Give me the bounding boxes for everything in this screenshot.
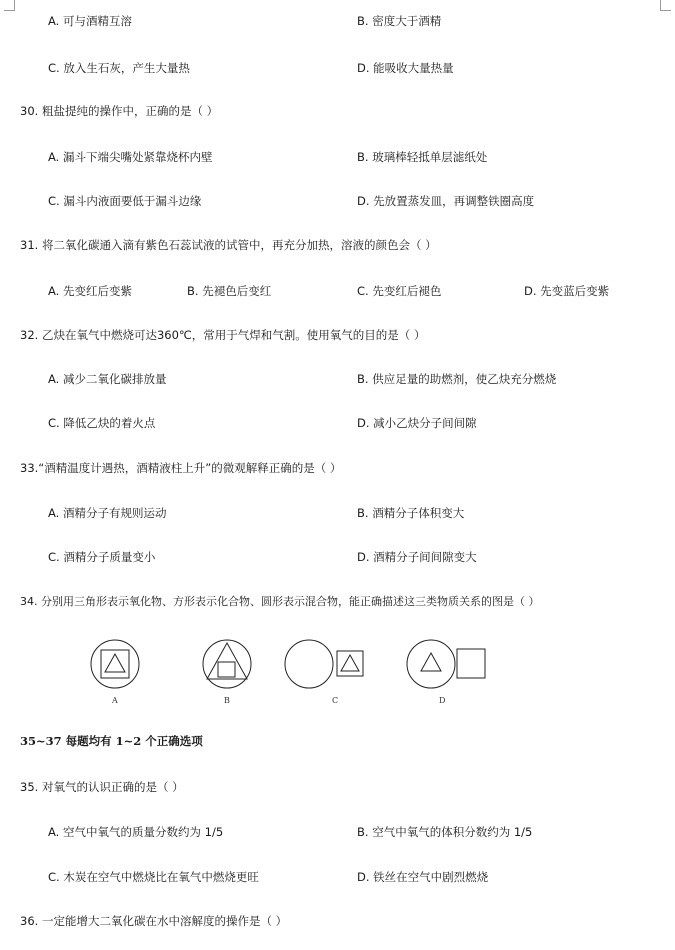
q35-stem: 35. 对氧气的认识正确的是（ ） <box>20 780 184 794</box>
q36-stem: 36. 一定能增大二氧化碳在水中溶解度的操作是（ ） <box>20 914 288 928</box>
q29-option-d: D. 能吸收大量热量 <box>357 61 454 75</box>
q30-option-b: B. 玻璃棒轻抵单层滤纸处 <box>357 150 488 164</box>
figure-b-circle <box>203 640 251 688</box>
q31-option-c: C. 先变红后褪色 <box>357 284 442 298</box>
figure-b-square <box>218 662 235 677</box>
q34-figures <box>85 636 505 708</box>
q32-option-b: B. 供应足量的助燃剂，使乙炔充分燃烧 <box>357 372 557 386</box>
q33-option-d: D. 酒精分子间间隙变大 <box>357 550 477 564</box>
q29-option-c: C. 放入生石灰，产生大量热 <box>48 61 190 75</box>
q33-option-a: A. 酒精分子有规则运动 <box>48 506 167 520</box>
q33-option-b: B. 酒精分子体积变大 <box>357 506 465 520</box>
q34-stem: 34. 分别用三角形表示氧化物、方形表示化合物、圆形表示混合物，能正确描述这三类物质关系的图是（ ） <box>20 595 540 608</box>
q31-option-a: A. 先变红后变紫 <box>48 284 132 298</box>
figure-d-triangle <box>421 653 441 671</box>
q34-figure-a <box>91 640 139 688</box>
figure-label-d: D <box>439 696 446 705</box>
q29-option-a: A. 可与酒精互溶 <box>48 14 132 28</box>
q34-figure-d <box>407 640 485 688</box>
q34-figure-b <box>203 640 251 688</box>
figure-a-triangle <box>105 654 125 672</box>
q29-option-b: B. 密度大于酒精 <box>357 14 442 28</box>
q31-option-b: B. 先褪色后变红 <box>187 284 272 298</box>
q34-figure-c <box>285 640 363 688</box>
figure-c-triangle <box>341 655 359 671</box>
q32-option-d: D. 减小乙炔分子间间隙 <box>357 416 477 430</box>
q31-stem: 31. 将二氧化碳通入滴有紫色石蕊试液的试管中，再充分加热，溶液的颜色会（ ） <box>20 238 437 252</box>
figure-d-circle <box>407 640 455 688</box>
figure-b-triangle <box>207 643 247 679</box>
q30-option-a: A. 漏斗下端尖嘴处紧靠烧杯内壁 <box>48 150 213 164</box>
q30-option-d: D. 先放置蒸发皿，再调整铁圈高度 <box>357 194 535 208</box>
q35-option-b: B. 空气中氧气的体积分数约为 1/5 <box>357 825 533 839</box>
figure-label-a: A <box>112 696 118 705</box>
figure-label-c: C <box>332 696 339 705</box>
q33-option-c: C. 酒精分子质量变小 <box>48 550 156 564</box>
page-corner-mark-left <box>4 0 15 11</box>
q35-option-c: C. 木炭在空气中燃烧比在氧气中燃烧更旺 <box>48 870 259 884</box>
figure-c-circle <box>285 640 333 688</box>
figure-a-circle <box>91 640 139 688</box>
q35-option-d: D. 铁丝在空气中剧烈燃烧 <box>357 870 489 884</box>
q30-stem: 30. 粗盐提纯的操作中，正确的是（ ） <box>20 104 219 118</box>
section-heading: 35~37 每题均有 1~2 个正确选项 <box>20 734 203 748</box>
figure-label-b: B <box>224 696 230 705</box>
q32-option-c: C. 降低乙炔的着火点 <box>48 416 156 430</box>
q35-option-a: A. 空气中氧气的质量分数约为 1/5 <box>48 825 224 839</box>
q31-option-d: D. 先变蓝后变紫 <box>524 284 610 298</box>
q33-stem: 33.“酒精温度计遇热，酒精液柱上升”的微观解释正确的是（ ） <box>20 461 342 475</box>
q32-option-a: A. 减少二氧化碳排放量 <box>48 372 167 386</box>
q30-option-c: C. 漏斗内液面要低于漏斗边缘 <box>48 194 202 208</box>
figure-d-square <box>457 649 485 678</box>
q32-stem: 32. 乙炔在氧气中燃烧可达360℃，常用于气焊和气割。使用氧气的目的是（ ） <box>20 328 426 342</box>
page-corner-mark-right <box>660 0 671 11</box>
